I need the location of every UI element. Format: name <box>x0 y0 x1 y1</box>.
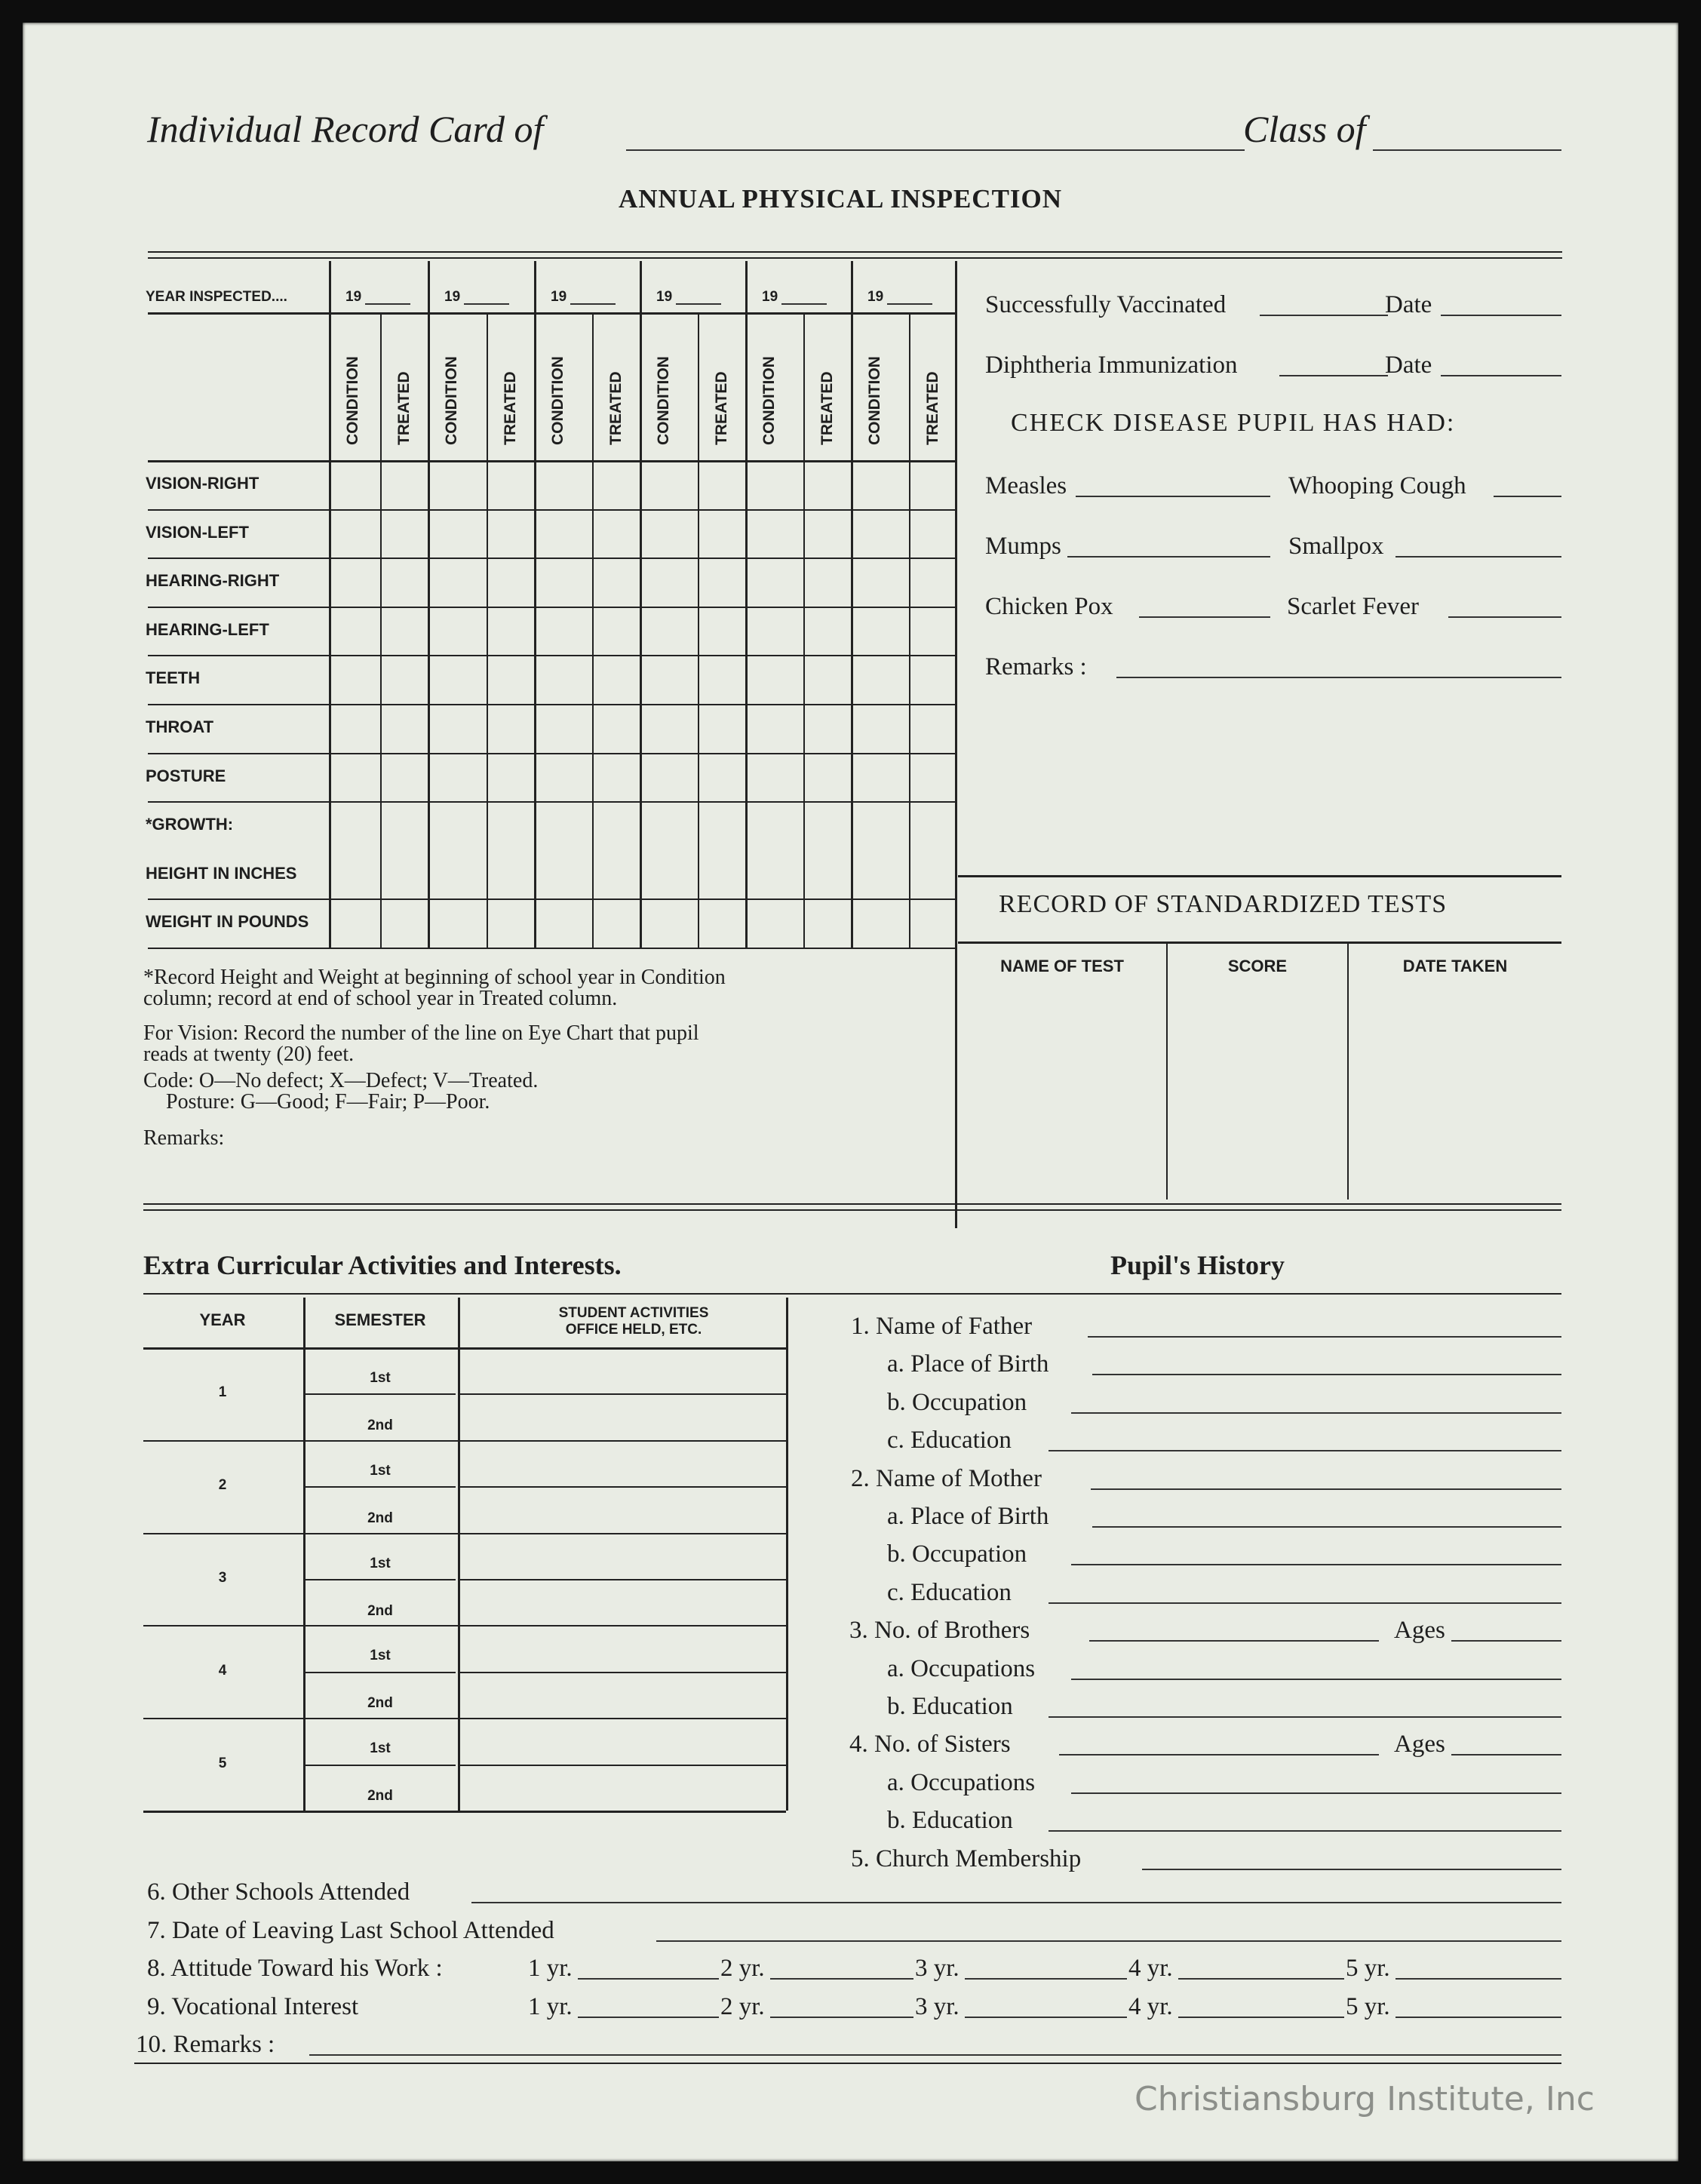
year-blank[interactable] <box>570 303 616 305</box>
history-blank[interactable] <box>1049 1450 1561 1451</box>
row-rule <box>148 801 956 803</box>
year-number: 2 <box>218 1477 227 1493</box>
column-label-rule <box>148 460 956 462</box>
semester-rule <box>305 1393 456 1395</box>
disease-chicken-pox: Chicken Pox <box>985 593 1113 620</box>
bottom-remarks-label: 10. Remarks : <box>136 2031 275 2058</box>
yr-blank[interactable] <box>770 2017 913 2018</box>
history-item: 3. No. of Brothers <box>849 1617 1030 1644</box>
yr-label: 4 yr. <box>1128 1955 1173 1982</box>
history-item: a. Place of Birth <box>887 1503 1049 1530</box>
top-rule-2 <box>148 257 1562 259</box>
yr-blank[interactable] <box>1178 1978 1344 1980</box>
row-rule <box>148 753 956 754</box>
row-rule <box>148 607 956 608</box>
tests-header-rule <box>958 941 1561 944</box>
year-prefix: 19 <box>867 289 884 305</box>
semester-label: 2nd <box>367 1695 393 1711</box>
row-rule <box>148 509 956 511</box>
tests-col-divider-2 <box>1347 943 1349 1200</box>
semester-rule <box>305 1672 456 1673</box>
row-label: POSTURE <box>146 766 226 785</box>
ages-blank[interactable] <box>1451 1754 1561 1755</box>
col-semester: SEMESTER <box>334 1310 426 1329</box>
tests-col-divider-1 <box>1166 943 1168 1200</box>
page-subtitle: ANNUAL PHYSICAL INSPECTION <box>619 184 1063 213</box>
ages-blank[interactable] <box>1451 1640 1561 1642</box>
treated-label: TREATED <box>607 371 625 445</box>
year-number: 1 <box>218 1384 227 1400</box>
condition-label: CONDITION <box>655 356 672 445</box>
year-col-line <box>745 261 748 948</box>
yr-label: 4 yr. <box>1128 1993 1173 2020</box>
yr-label: 2 yr. <box>720 1955 765 1982</box>
yr-blank[interactable] <box>1395 2017 1561 2018</box>
date-leaving-blank[interactable] <box>656 1940 1561 1942</box>
treated-label: TREATED <box>502 371 519 445</box>
history-item: b. Education <box>887 1807 1013 1834</box>
semester-label: 2nd <box>367 1510 393 1526</box>
yr-label: 1 yr. <box>528 1955 573 1982</box>
year-header-rule <box>148 312 956 315</box>
year-block-rule <box>143 1811 786 1813</box>
other-schools-label: 6. Other Schools Attended <box>147 1878 410 1906</box>
history-blank[interactable] <box>1049 1716 1561 1718</box>
semester-label: 1st <box>370 1556 391 1571</box>
history-item: b. Occupation <box>887 1540 1027 1568</box>
diphtheria-date-blank[interactable] <box>1441 375 1561 376</box>
row-label: HEARING-RIGHT <box>146 571 280 590</box>
year-block-rule <box>143 1625 786 1626</box>
year-col-line <box>851 261 853 948</box>
history-blank[interactable] <box>1071 1679 1561 1680</box>
history-blank[interactable] <box>1092 1374 1561 1375</box>
year-col-line <box>534 261 536 948</box>
condition-label: CONDITION <box>443 356 460 445</box>
ages-label: Ages <box>1394 1617 1445 1644</box>
note-remarks: Remarks: <box>143 1126 225 1150</box>
row-label: HEIGHT IN INCHES <box>146 864 297 883</box>
year-inspected-label: YEAR INSPECTED.... <box>146 289 287 305</box>
record-card <box>23 23 1678 2161</box>
yr-blank[interactable] <box>1395 1978 1561 1980</box>
diphtheria-label: Diphtheria Immunization <box>985 352 1238 379</box>
section-rule <box>143 1293 1561 1295</box>
treated-label: TREATED <box>924 371 941 445</box>
history-item: 2. Name of Mother <box>851 1465 1042 1492</box>
row-rule <box>148 704 956 705</box>
act-col-line <box>786 1298 788 1811</box>
year-prefix: 19 <box>444 289 461 305</box>
vaccinated-date-label: Date <box>1385 291 1432 318</box>
col-activities-1: STUDENT ACTIVITIES <box>558 1305 709 1321</box>
semester-label: 2nd <box>367 1603 393 1619</box>
tests-top-rule <box>958 875 1561 877</box>
yr-label: 3 yr. <box>915 1993 959 2020</box>
mumps-blank[interactable] <box>1067 556 1270 558</box>
row-label: THROAT <box>146 717 214 736</box>
history-blank[interactable] <box>1049 1830 1561 1832</box>
immunization-remarks-label: Remarks : <box>985 653 1087 680</box>
yr-blank[interactable] <box>965 2017 1127 2018</box>
other-schools-blank[interactable] <box>471 1902 1561 1903</box>
disease-smallpox: Smallpox <box>1288 533 1384 560</box>
middle-rule <box>143 1203 1561 1205</box>
bottom-rule <box>134 2063 1561 2064</box>
year-number: 3 <box>218 1570 227 1586</box>
smallpox-blank[interactable] <box>1395 556 1561 558</box>
row-label: WEIGHT IN POUNDS <box>146 912 309 931</box>
semester-label: 1st <box>370 1648 391 1663</box>
activity-rule <box>460 1765 786 1766</box>
yr-label: 2 yr. <box>720 1993 765 2020</box>
tests-col-name: NAME OF TEST <box>1000 957 1124 975</box>
history-item: a. Place of Birth <box>887 1350 1049 1378</box>
year-block-rule <box>143 1533 786 1534</box>
row-label: VISION-RIGHT <box>146 474 259 493</box>
class-blank[interactable] <box>1373 149 1561 151</box>
watermark: Christiansburg Institute, Inc <box>1135 2080 1595 2118</box>
yr-label: 5 yr. <box>1346 1955 1390 1982</box>
activities-title: Extra Curricular Activities and Interests. <box>143 1250 622 1280</box>
card-title: Individual Record Card of <box>147 108 544 150</box>
history-item: a. Occupations <box>887 1769 1036 1796</box>
note-code-1: Code: O—No defect; X—Defect; V—Treated. <box>143 1069 539 1092</box>
col-activities-2: OFFICE HELD, ETC. <box>565 1322 702 1338</box>
semester-label: 2nd <box>367 1418 393 1433</box>
year-col-line <box>428 261 430 948</box>
ages-label: Ages <box>1394 1731 1445 1758</box>
condition-label: CONDITION <box>344 356 361 445</box>
disease-whooping-cough: Whooping Cough <box>1288 472 1466 499</box>
year-blank[interactable] <box>781 303 827 305</box>
diphtheria-date-label: Date <box>1385 352 1432 379</box>
history-blank[interactable] <box>1071 1792 1561 1794</box>
name-blank[interactable] <box>626 149 1245 151</box>
tests-col-score: SCORE <box>1227 957 1288 975</box>
act-header-rule <box>143 1347 786 1350</box>
yr-blank[interactable] <box>578 2017 719 2018</box>
yr-label: 1 yr. <box>528 1993 573 2020</box>
split-col-line <box>698 312 699 948</box>
note-growth-2: column; record at end of school year in Treated column. <box>143 987 618 1010</box>
col-year: YEAR <box>199 1310 246 1329</box>
condition-label: CONDITION <box>866 356 883 445</box>
history-blank[interactable] <box>1059 1754 1379 1755</box>
semester-label: 1st <box>370 1463 391 1479</box>
check-disease-title: CHECK DISEASE PUPIL HAS HAD: <box>1011 409 1456 437</box>
row-rule <box>148 898 956 900</box>
activity-rule <box>460 1672 786 1673</box>
note-growth-1: *Record Height and Weight at beginning of school year in Condition <box>143 966 726 989</box>
note-vision-2: reads at twenty (20) feet. <box>143 1043 355 1066</box>
year-col-line <box>329 261 331 948</box>
history-blank[interactable] <box>1091 1488 1561 1490</box>
history-blank[interactable] <box>1089 1640 1379 1642</box>
semester-label: 2nd <box>367 1788 393 1804</box>
tests-col-date: DATE TAKEN <box>1402 957 1508 975</box>
history-item: b. Education <box>887 1693 1013 1720</box>
bottom-remarks-blank[interactable] <box>309 2054 1561 2056</box>
condition-label: CONDITION <box>549 356 566 445</box>
year-number: 5 <box>218 1755 227 1771</box>
attitude-label: 8. Attitude Toward his Work : <box>147 1955 443 1982</box>
immunization-remarks-blank[interactable] <box>1116 677 1561 678</box>
middle-rule-2 <box>143 1209 1561 1211</box>
split-col-line <box>592 312 594 948</box>
year-col-line <box>640 261 642 948</box>
yr-blank[interactable] <box>1178 2017 1344 2018</box>
activity-rule <box>460 1393 786 1395</box>
condition-label: CONDITION <box>760 356 778 445</box>
disease-measles: Measles <box>985 472 1067 499</box>
history-item: b. Occupation <box>887 1389 1027 1416</box>
measles-blank[interactable] <box>1076 496 1270 497</box>
year-blank[interactable] <box>464 303 509 305</box>
semester-rule <box>305 1486 456 1488</box>
vaccinated-label: Successfully Vaccinated <box>985 291 1227 318</box>
split-col-line <box>380 312 382 948</box>
year-prefix: 19 <box>345 289 362 305</box>
class-label: Class of <box>1243 108 1366 150</box>
row-label: HEARING-LEFT <box>146 620 269 639</box>
disease-scarlet-fever: Scarlet Fever <box>1287 593 1420 620</box>
split-col-line <box>487 312 488 948</box>
split-col-line <box>909 312 910 948</box>
vaccinated-date-blank[interactable] <box>1441 315 1561 316</box>
history-item: c. Education <box>887 1427 1012 1454</box>
year-blank[interactable] <box>887 303 932 305</box>
semester-rule <box>305 1765 456 1766</box>
row-label: VISION-LEFT <box>146 523 249 542</box>
scarlet-fever-blank[interactable] <box>1448 616 1561 618</box>
history-item: 1. Name of Father <box>851 1313 1033 1340</box>
history-blank[interactable] <box>1088 1336 1561 1338</box>
year-number: 4 <box>218 1663 227 1679</box>
year-blank[interactable] <box>365 303 410 305</box>
semester-rule <box>305 1579 456 1580</box>
year-blank[interactable] <box>676 303 721 305</box>
year-block-rule <box>143 1718 786 1719</box>
center-divider <box>955 261 957 1228</box>
row-label: TEETH <box>146 668 201 687</box>
semester-label: 1st <box>370 1740 391 1756</box>
history-item: c. Education <box>887 1579 1012 1606</box>
history-blank[interactable] <box>1049 1602 1561 1604</box>
row-rule <box>148 655 956 656</box>
row-rule <box>148 558 956 559</box>
yr-blank[interactable] <box>770 1978 913 1980</box>
disease-mumps: Mumps <box>985 533 1061 560</box>
chicken-pox-blank[interactable] <box>1139 616 1270 618</box>
yr-label: 5 yr. <box>1346 1993 1390 2020</box>
note-code-2: Posture: G—Good; F—Fair; P—Poor. <box>166 1090 490 1114</box>
history-blank[interactable] <box>1071 1412 1561 1414</box>
history-item: a. Occupations <box>887 1655 1036 1682</box>
history-blank[interactable] <box>1092 1526 1561 1528</box>
semester-label: 1st <box>370 1370 391 1386</box>
history-blank[interactable] <box>1071 1564 1561 1565</box>
note-vision-1: For Vision: Record the number of the line on Eye Chart that pupil <box>143 1021 699 1045</box>
split-col-line <box>803 312 805 948</box>
history-item: 4. No. of Sisters <box>849 1731 1011 1758</box>
yr-blank[interactable] <box>965 1978 1127 1980</box>
tests-title: RECORD OF STANDARDIZED TESTS <box>999 890 1448 918</box>
yr-label: 3 yr. <box>915 1955 959 1982</box>
whooping-cough-blank[interactable] <box>1494 496 1561 497</box>
history-item: 5. Church Membership <box>851 1845 1082 1872</box>
activity-rule <box>460 1579 786 1580</box>
year-prefix: 19 <box>656 289 673 305</box>
year-block-rule <box>143 1440 786 1442</box>
year-prefix: 19 <box>762 289 778 305</box>
vaccinated-blank[interactable] <box>1260 315 1388 316</box>
top-rule <box>148 251 1562 253</box>
row-rule <box>148 948 956 949</box>
vocational-label: 9. Vocational Interest <box>147 1993 359 2020</box>
history-blank[interactable] <box>1142 1869 1561 1870</box>
date-leaving-label: 7. Date of Leaving Last School Attended <box>147 1917 554 1944</box>
treated-label: TREATED <box>713 371 730 445</box>
row-label: *GROWTH: <box>146 815 234 834</box>
act-col-line <box>458 1298 460 1811</box>
activity-rule <box>460 1486 786 1488</box>
year-prefix: 19 <box>551 289 567 305</box>
history-title: Pupil's History <box>1110 1250 1285 1280</box>
treated-label: TREATED <box>818 371 836 445</box>
diphtheria-blank[interactable] <box>1279 375 1388 376</box>
treated-label: TREATED <box>395 371 413 445</box>
yr-blank[interactable] <box>578 1978 719 1980</box>
